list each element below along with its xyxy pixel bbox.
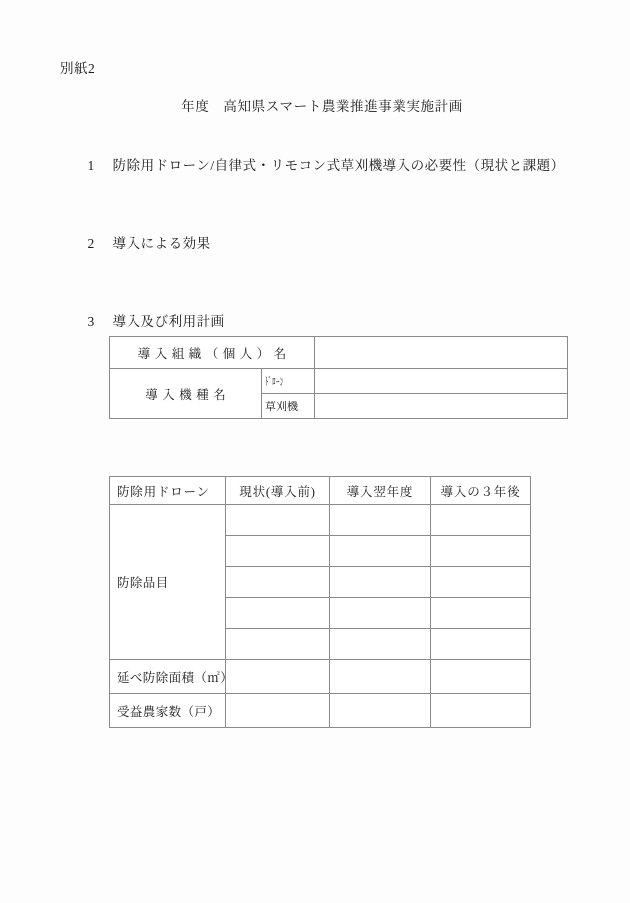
table-row	[110, 694, 531, 728]
control-item-4-current[interactable]	[226, 598, 330, 629]
document-tag: 別紙2	[60, 61, 96, 76]
machine-model-label: 導入機種名	[110, 369, 262, 419]
machine-type-drone-label	[262, 369, 315, 394]
total-area-label: 延べ防除面積（㎡）	[110, 660, 226, 694]
total-area-next-year[interactable]	[330, 660, 431, 694]
section-2-label: 導入による効果	[112, 236, 211, 252]
control-item-4-next-year[interactable]	[330, 598, 431, 629]
control-item-1-current[interactable]	[226, 505, 330, 536]
beneficiary-households-next-year[interactable]	[330, 694, 431, 728]
control-item-5-next-year[interactable]	[330, 629, 431, 660]
section-2-number: 2	[87, 236, 95, 252]
org-name-label: 導入組織（個人）名	[110, 337, 315, 369]
beneficiary-households-label: 受益農家数（戸）	[110, 694, 226, 728]
table-header-row	[110, 477, 531, 505]
page-title: 年度 高知県スマート農業推進事業実施計画	[181, 99, 463, 114]
machine-type-mower-label: 草刈機	[262, 394, 315, 419]
control-item-1-next-year[interactable]	[330, 505, 431, 536]
control-items-label: 防除品目	[110, 505, 226, 660]
machine-model-drone-value[interactable]	[315, 369, 568, 394]
control-item-3-current[interactable]	[226, 567, 330, 598]
section-1	[72, 142, 565, 191]
plan-header-drone: 防除用ドローン	[110, 477, 226, 505]
table-row	[110, 505, 531, 536]
table-row	[110, 337, 568, 369]
beneficiary-households-three-years[interactable]	[431, 694, 531, 728]
plan-header-three-years: 導入の３年後	[431, 477, 531, 505]
control-item-1-three-years[interactable]	[431, 505, 531, 536]
section-1-number: 1	[87, 158, 95, 174]
control-item-2-next-year[interactable]	[330, 536, 431, 567]
control-item-5-current[interactable]	[226, 629, 330, 660]
table-row	[110, 369, 568, 394]
plan-header-next-year: 導入翌年度	[330, 477, 431, 505]
machine-model-mower-value[interactable]	[315, 394, 568, 419]
control-item-5-three-years[interactable]	[431, 629, 531, 660]
total-area-current[interactable]	[226, 660, 330, 694]
section-1-label: 防除用ドローン/自律式・リモコン式草刈機導入の必要性（現状と課題）	[112, 158, 565, 174]
control-plan-table	[109, 476, 531, 728]
plan-header-current: 現状(導入前)	[226, 477, 330, 505]
control-item-4-three-years[interactable]	[431, 598, 531, 629]
section-3-label: 導入及び利用計画	[112, 314, 225, 330]
control-item-3-next-year[interactable]	[330, 567, 431, 598]
machine-type-drone-text: ﾄﾞﾛｰﾝ	[265, 376, 284, 388]
beneficiary-households-current[interactable]	[226, 694, 330, 728]
total-area-three-years[interactable]	[431, 660, 531, 694]
organization-table	[109, 336, 568, 419]
control-item-2-three-years[interactable]	[431, 536, 531, 567]
section-2	[72, 220, 211, 269]
table-row	[110, 660, 531, 694]
org-name-value[interactable]	[315, 337, 568, 369]
control-item-2-current[interactable]	[226, 536, 330, 567]
section-3-number: 3	[87, 314, 95, 330]
control-item-3-three-years[interactable]	[431, 567, 531, 598]
